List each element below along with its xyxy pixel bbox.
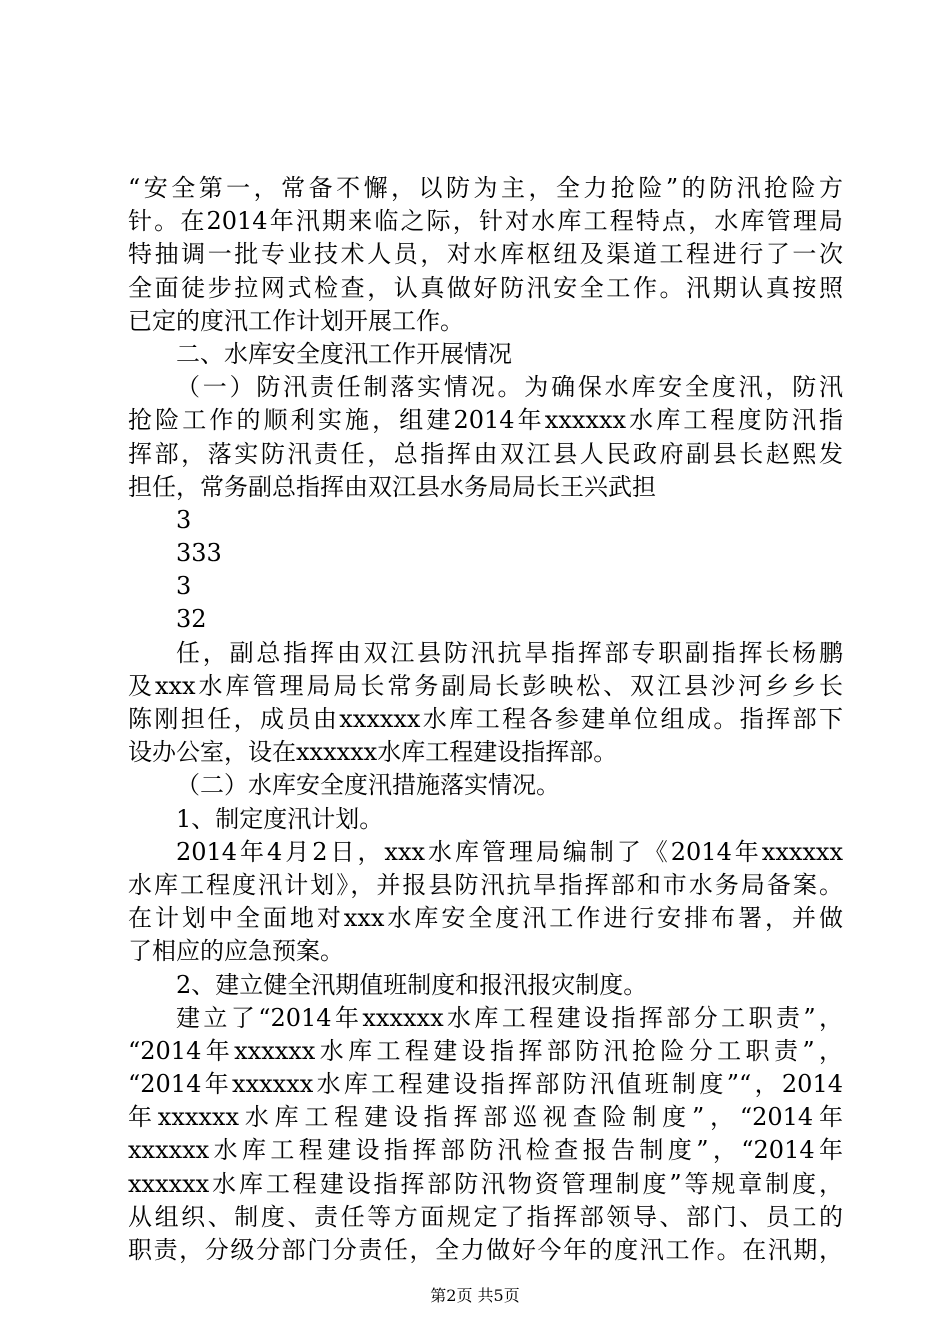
text-line: 设办公室，设在xxxxxx水库工程建设指挥部。 [128,738,618,767]
text-line: 抢险工作的顺利实施，组建2014年xxxxxx水库工程度防汛指 [128,406,843,435]
text-line: 担任，常务副总指挥由双江县水务局局长王兴武担 [128,472,656,501]
text-line: 建立了“2014年xxxxxx水库工程建设指挥部分工职责”， [176,1003,843,1032]
text-line: 职责，分级分部门分责任，全力做好今年的度汛工作。在汛期， [128,1236,843,1264]
stray-number: 32 [176,605,207,634]
text-line: 陈刚担任，成员由xxxxxx水库工程各参建单位组成。指挥部下 [128,705,843,733]
page-footer: 第2页 共5页 [430,1286,520,1305]
text-line: 2014年4月2日，xxx水库管理局编制了《2014年xxxxxx [176,837,843,866]
item-heading: 2、建立健全汛期值班制度和报汛报灾制度。 [176,970,648,999]
subsection-heading: （二）水库安全度汛措施落实情况。 [176,771,560,800]
text-line: xxxxxx水库工程建设指挥部防汛物资管理制度”等规章制度， [128,1169,843,1198]
text-line: 已定的度汛工作计划开展工作。 [128,306,464,335]
text-line: 及xxx水库管理局局长常务副局长彭映松、双江县沙河乡乡长 [128,671,843,700]
text-line: 了相应的应急预案。 [128,937,344,966]
text-line: 特抽调一批专业技术人员，对水库枢纽及渠道工程进行了一次 [128,240,843,269]
text-line: 年xxxxxx水库工程建设指挥部巡视查险制度”，“2014年 [128,1103,843,1132]
text-line: 任，副总指挥由双江县防汛抗旱指挥部专职副指挥长杨鹏 [176,638,843,667]
text-line: 在计划中全面地对xxx水库安全度汛工作进行安排布署，并做 [128,904,843,933]
item-heading: 1、制定度汛计划。 [176,804,384,833]
text-line: “2014年xxxxxx水库工程建设指挥部防汛值班制度”“，2014 [128,1070,843,1099]
stray-number: 333 [176,539,222,568]
text-line: （一）防汛责任制落实情况。为确保水库安全度汛，防汛 [176,373,843,402]
text-line: 针。在2014年汛期来临之际，针对水库工程特点，水库管理局 [128,207,843,236]
stray-number: 3 [176,505,192,534]
text-line: “安全第一，常备不懈，以防为主，全力抢险”的防汛抢险方 [128,174,843,202]
text-line: xxxxxx水库工程建设指挥部防汛检查报告制度”，“2014年 [128,1136,843,1165]
text-line: 挥部，落实防汛责任，总指挥由双江县人民政府副县长赵熙发 [128,439,843,468]
section-heading: 二、水库安全度汛工作开展情况 [176,339,512,368]
stray-number: 3 [176,572,192,601]
text-line: 全面徒步拉网式检查，认真做好防汛安全工作。汛期认真按照 [128,273,843,302]
text-line: “2014年xxxxxx水库工程建设指挥部防汛抢险分工职责”， [128,1036,843,1065]
text-line: 水库工程度汛计划》，并报县防汛抗旱指挥部和市水务局备案。 [128,870,843,899]
document-body [128,172,843,1267]
text-line: 从组织、制度、责任等方面规定了指挥部领导、部门、员工的 [128,1202,843,1231]
